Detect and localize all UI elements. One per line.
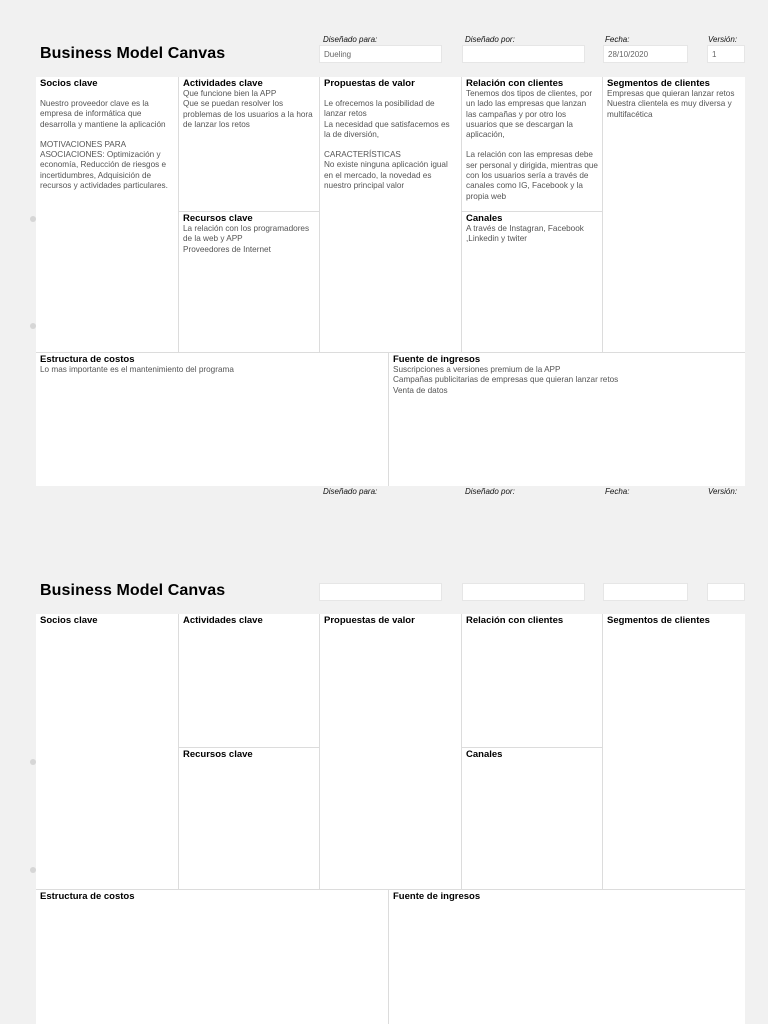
canvas-grid — [36, 77, 745, 486]
margin-mark — [30, 867, 36, 873]
date-field[interactable]: 28/10/2020 — [603, 45, 688, 63]
customer-segments-text: Empresas que quieran lanzar retos Nuestra clientela es muy diversa y multifacética — [607, 89, 735, 119]
cost-structure-block[interactable] — [36, 353, 389, 486]
customer-segments-heading-2: Segmentos de clientes — [607, 615, 710, 626]
date-field-2[interactable] — [603, 583, 688, 601]
version-label: Versión: — [708, 35, 738, 44]
channels-heading-2: Canales — [466, 749, 503, 760]
canvas-title-2: Business Model Canvas — [40, 582, 226, 599]
key-partners-text-a: Nuestro proveedor clave es la empresa de informática que desarrolla y mantiene la aplicación — [40, 99, 166, 129]
value-propositions-text-a: Le ofrecemos la posibilidad de lanzar retos La necesidad que satisfacemos es la de diversión, — [324, 99, 450, 139]
cost-structure-heading: Estructura de costos — [40, 354, 135, 365]
key-resources-text: La relación con los programadores de la web y APP Proveedores de Internet — [183, 224, 310, 254]
cost-structure-text: Lo mas importante es el mantenimiento del programa — [40, 365, 234, 374]
customer-relationships-heading-2: Relación con clientes — [466, 615, 564, 626]
version-field-2[interactable] — [707, 583, 745, 601]
value-propositions-block-2[interactable] — [320, 614, 462, 890]
margin-mark — [30, 759, 36, 765]
revenue-streams-block[interactable] — [389, 353, 745, 486]
revenue-streams-heading-2: Fuente de ingresos — [393, 891, 481, 902]
value-propositions-heading-2: Propuestas de valor — [324, 615, 415, 626]
channels-block[interactable] — [462, 212, 603, 353]
customer-segments-block[interactable] — [603, 77, 745, 353]
designed-for-field[interactable]: Dueling — [319, 45, 442, 63]
canvas-title: Business Model Canvas — [40, 45, 226, 62]
key-partners-block-2[interactable] — [36, 614, 179, 890]
cost-structure-heading-2: Estructura de costos — [40, 891, 135, 902]
revenue-streams-block-2[interactable] — [389, 890, 745, 1024]
key-partners-heading: Socios clave — [40, 78, 98, 89]
key-activities-text: Que funcione bien la APP Que se puedan resolver los problemas de los usuarios a la hora de lanzar los retos — [183, 89, 313, 129]
key-resources-heading-2: Recursos clave — [183, 749, 253, 760]
key-activities-heading: Actividades clave — [183, 78, 263, 89]
customer-relationships-block-2[interactable] — [462, 614, 603, 748]
revenue-streams-text: Suscripciones a versiones premium de la APP Campañas publicitarias de empresas que quieran lanzar retos Venta de datos — [393, 365, 619, 395]
cost-structure-block-2[interactable] — [36, 890, 389, 1024]
footer-date-label: Fecha: — [605, 487, 630, 496]
value-propositions-block[interactable] — [320, 77, 462, 353]
key-activities-heading-2: Actividades clave — [183, 615, 263, 626]
key-activities-block[interactable] — [179, 77, 320, 212]
margin-mark — [30, 216, 36, 222]
value-propositions-heading: Propuestas de valor — [324, 78, 415, 89]
designed-by-label: Diseñado por: — [465, 35, 515, 44]
date-label: Fecha: — [605, 35, 630, 44]
customer-relationships-text-b: La relación con las empresas debe ser personal y dirigida, mientras que con los usuarios sería a través de canales como IG, Facebook y la propia web — [466, 150, 598, 201]
designed-for-field-2[interactable] — [319, 583, 442, 601]
channels-block-2[interactable] — [462, 748, 603, 890]
key-resources-block-2[interactable] — [179, 748, 320, 890]
version-field[interactable]: 1 — [707, 45, 745, 63]
customer-relationships-text-a: Tenemos dos tipos de clientes, por un lado las empresas que lanzan las campañas y por otro los usuarios que se descargan la aplicación, — [466, 89, 593, 140]
key-partners-block[interactable] — [36, 77, 179, 353]
footer-version-label: Versión: — [708, 487, 738, 496]
footer-designed-for-label: Diseñado para: — [323, 487, 378, 496]
key-partners-text-b: MOTIVACIONES PARA ASOCIACIONES: Optimización y economía, Reducción de riesgos e incertidumbres, Adquisición de recursos y actividades particulares. — [40, 139, 168, 191]
designed-by-field-2[interactable] — [462, 583, 585, 601]
designed-for-label: Diseñado para: — [323, 35, 378, 44]
key-activities-block-2[interactable] — [179, 614, 320, 748]
canvas-grid-2 — [36, 614, 745, 1024]
channels-heading: Canales — [466, 213, 503, 224]
margin-mark — [30, 323, 36, 329]
customer-segments-heading: Segmentos de clientes — [607, 78, 710, 89]
customer-relationships-block[interactable] — [462, 77, 603, 212]
customer-segments-block-2[interactable] — [603, 614, 745, 890]
customer-relationships-heading: Relación con clientes — [466, 78, 564, 89]
value-propositions-text-b: CARACTERÍSTICAS No existe ninguna aplicación igual en el mercado, la novedad es nuestro principal valor — [324, 150, 448, 191]
key-resources-block[interactable] — [179, 212, 320, 353]
channels-text: A través de Instagran, Facebook ,Linkedin y twiter — [466, 224, 584, 244]
revenue-streams-heading: Fuente de ingresos — [393, 354, 481, 365]
footer-designed-by-label: Diseñado por: — [465, 487, 515, 496]
key-partners-heading-2: Socios clave — [40, 615, 98, 626]
designed-by-field[interactable] — [462, 45, 585, 63]
key-resources-heading: Recursos clave — [183, 213, 253, 224]
